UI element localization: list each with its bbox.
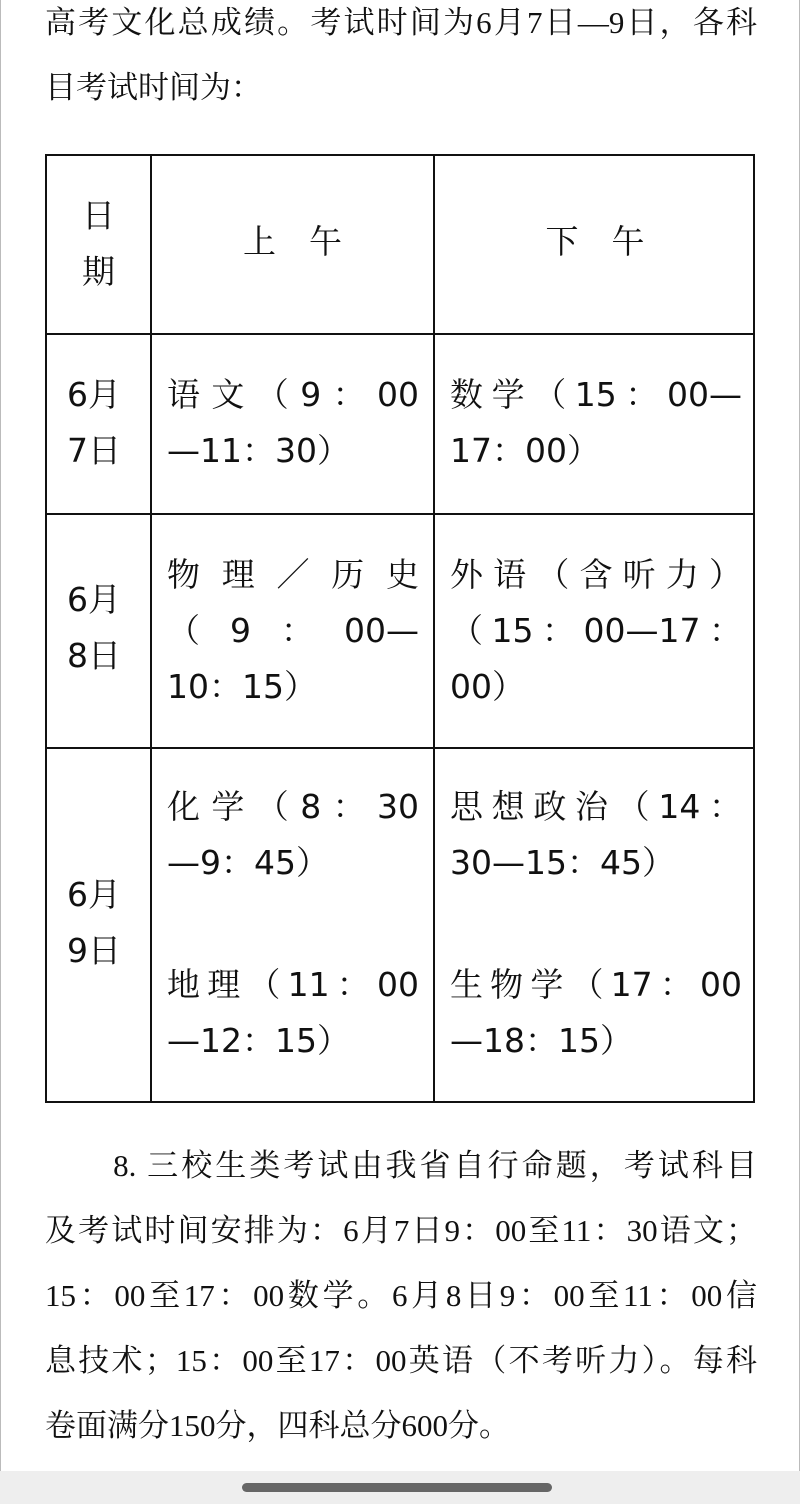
exam-line: 语文（9：00 [167,375,419,414]
paragraph-line: 15：00至17：00数学。6月8日9：00至11：00信 [45,1278,757,1313]
exam-line: （9：00— [167,611,419,650]
paragraph-line: 8. 三校生类考试由我省自行命题，考试科目 [45,1148,757,1183]
date-line: 9日 [67,931,121,970]
exam-line: —11：30） [167,431,350,470]
exam-line: 思想政治（14： [450,787,742,826]
column-divider [150,156,152,1101]
exam-line: 地理（11：00 [167,965,419,1004]
afternoon-exam [450,779,742,1069]
paragraph-line: 及考试时间安排为：6月7日9：00至11：30语文； [45,1213,757,1248]
exam-line: —12：15） [167,1021,350,1060]
row-date [67,572,121,684]
date-line: 8日 [67,636,121,675]
header-afternoon: 下 午 [545,222,645,261]
morning-exam [167,547,419,715]
exam-line: 生物学（17：00 [450,965,742,1004]
paragraph-8 [45,1133,757,1458]
afternoon-exam [450,367,742,479]
intro-line: 目考试时间为： [45,70,262,105]
morning-exam [167,367,419,479]
exam-line: 30—15：45） [450,843,675,882]
exam-line: 外语（含听力） [450,555,742,594]
header-date [47,188,150,300]
row-divider [47,513,753,515]
date-line: 6月 [67,580,121,619]
exam-line: 化学（8：30 [167,787,419,826]
row-divider [47,747,753,749]
paragraph-line: 卷面满分150分，四科总分600分。 [45,1408,510,1443]
exam-schedule-table [45,154,755,1103]
exam-line: —18：15） [450,1021,633,1060]
exam-line: —9：45） [167,843,329,882]
home-indicator[interactable] [242,1483,552,1492]
row-date [67,867,121,979]
exam-line: （15：00—17： [450,611,742,650]
exam-line: 物理／历史 [167,555,419,594]
header-date-char: 日 [82,196,115,235]
header-date-char: 期 [82,252,115,291]
afternoon-exam [450,547,742,715]
intro-paragraph [45,0,757,120]
header-morning: 上 午 [243,222,342,261]
exam-line: 数学（15：00— [450,375,742,414]
date-line: 7日 [67,431,121,470]
date-line: 6月 [67,375,121,414]
row-divider [47,333,753,335]
morning-exam [167,779,419,1069]
row-date [67,367,121,479]
intro-line: 高考文化总成绩。考试时间为6月7日—9日，各科 [45,5,757,40]
exam-line: 17：00） [450,431,600,470]
exam-line: 10：15） [167,667,317,706]
paragraph-line: 息技术；15：00至17：00英语（不考听力）。每科 [45,1343,757,1378]
exam-line: 00） [450,667,525,706]
column-divider [433,156,435,1101]
date-line: 6月 [67,875,121,914]
